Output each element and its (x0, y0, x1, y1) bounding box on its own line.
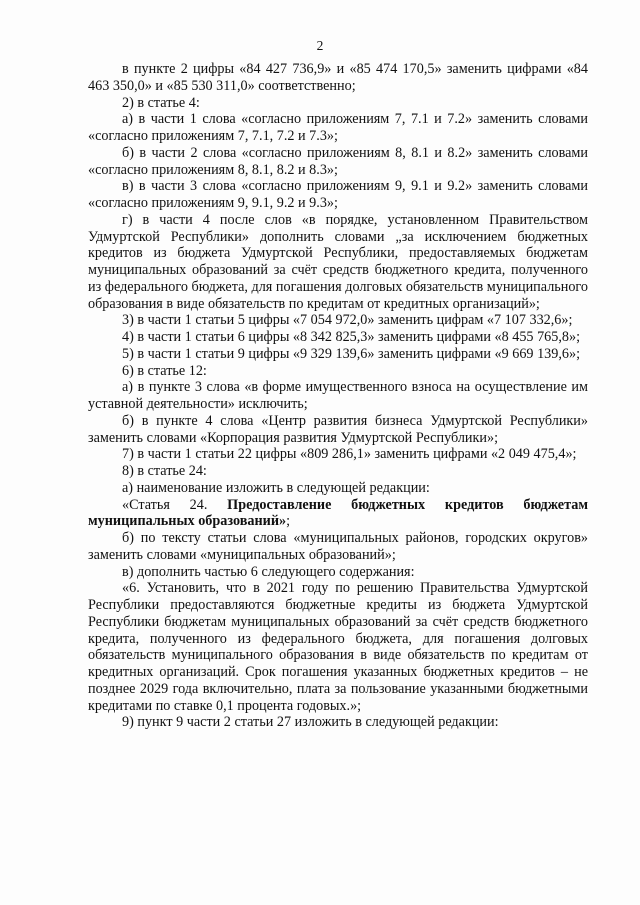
paragraph: б) по тексту статьи слова «муниципальных районов, городских округов» заменить словами «муниципальных образований»; (88, 530, 588, 563)
paragraph: 3) в части 1 статьи 5 цифры «7 054 972,0» заменить цифрам «7 107 332,6»; (122, 312, 573, 329)
paragraph: а) в пункте 3 слова «в форме имущественного взноса на осуществление им уставной деятельности» исключить; (88, 379, 588, 412)
paragraph: 9) пункт 9 части 2 статьи 27 изложить в следующей редакции: (122, 714, 499, 731)
article-heading-suffix: ; (286, 513, 291, 530)
paragraph: г) в части 4 после слов «в порядке, установленном Правительством Удмуртской Республики» дополнить словами „за исключением бюджетных кредитов из бюджета Удмуртской Республики, предоставляемых бюджетам муниципальных образований за счёт средств бюджетного кредита, полученного из федерального бюджета, для погашения долговых обязательств муниципального образования в виде обязательств по кредитам от кредитных организаций»; (88, 211, 588, 312)
paragraph: «6. Установить, что в 2021 году по решению Правительства Удмуртской Республики предоставляются бюджетные кредиты из бюджета Удмуртской Республики бюджетам муниципальных образований за счёт средств бюджетного кредита, полученного из федерального бюджета, для погашения долговых обязательств муниципального образования в виде обязательств по кредитам от кредитных организаций. Срок погашения указанных бюджетных кредитов – не позднее 2029 года включительно, плата за пользование указанными бюджетными кредитами по ставке 0,1 процента годовых.»; (88, 580, 588, 714)
paragraph: 8) в статье 24: (122, 463, 207, 479)
paragraph: в) в части 3 слова «согласно приложениям 9, 9.1 и 9.2» заменить словами «согласно приложениям 9, 9.1, 9.2 и 9.3»; (88, 178, 588, 211)
article-heading (88, 497, 588, 531)
paragraph: 5) в части 1 статьи 9 цифры «9 329 139,6» заменить цифрами «9 669 139,6»; (122, 345, 581, 362)
paragraph: 2) в статье 4: (122, 94, 200, 111)
paragraph: 6) в статье 12: (122, 362, 207, 379)
paragraph: б) в пункте 4 слова «Центр развития бизнеса Удмуртской Республики» заменить словами «Корпорация развития Удмуртской Республики»; (88, 412, 588, 446)
article-heading-prefix: «Статья 24. (122, 496, 208, 513)
paragraph: 4) в части 1 статьи 6 цифры «8 342 825,3» заменить цифрами «8 455 765,8»; (122, 329, 581, 345)
paragraph: б) в части 2 слова «согласно приложениям 8, 8.1 и 8.2» заменить словами «согласно приложениям 8, 8.1, 8.2 и 8.3»; (88, 144, 588, 178)
document-body (88, 61, 588, 731)
paragraph: а) в части 1 слова «согласно приложениям 7, 7.1 и 7.2» заменить словами «согласно приложениям 7, 7.1, 7.2 и 7.3»; (88, 111, 588, 144)
page-number: 2 (316, 38, 324, 53)
paragraph: в) дополнить частью 6 следующего содержания: (122, 563, 415, 580)
paragraph: в пункте 2 цифры «84 427 736,9» и «85 474 170,5» заменить цифрами «84 463 350,0» и «85 530 311,0» соответственно; (88, 61, 588, 94)
paragraph: 7) в части 1 статьи 22 цифры «809 286,1» заменить цифрами «2 049 475,4»; (122, 446, 577, 463)
paragraph: а) наименование изложить в следующей редакции: (122, 479, 430, 496)
article-heading-title: Предоставление бюджетных кредитов бюджетам муниципальных образований» (88, 496, 588, 530)
